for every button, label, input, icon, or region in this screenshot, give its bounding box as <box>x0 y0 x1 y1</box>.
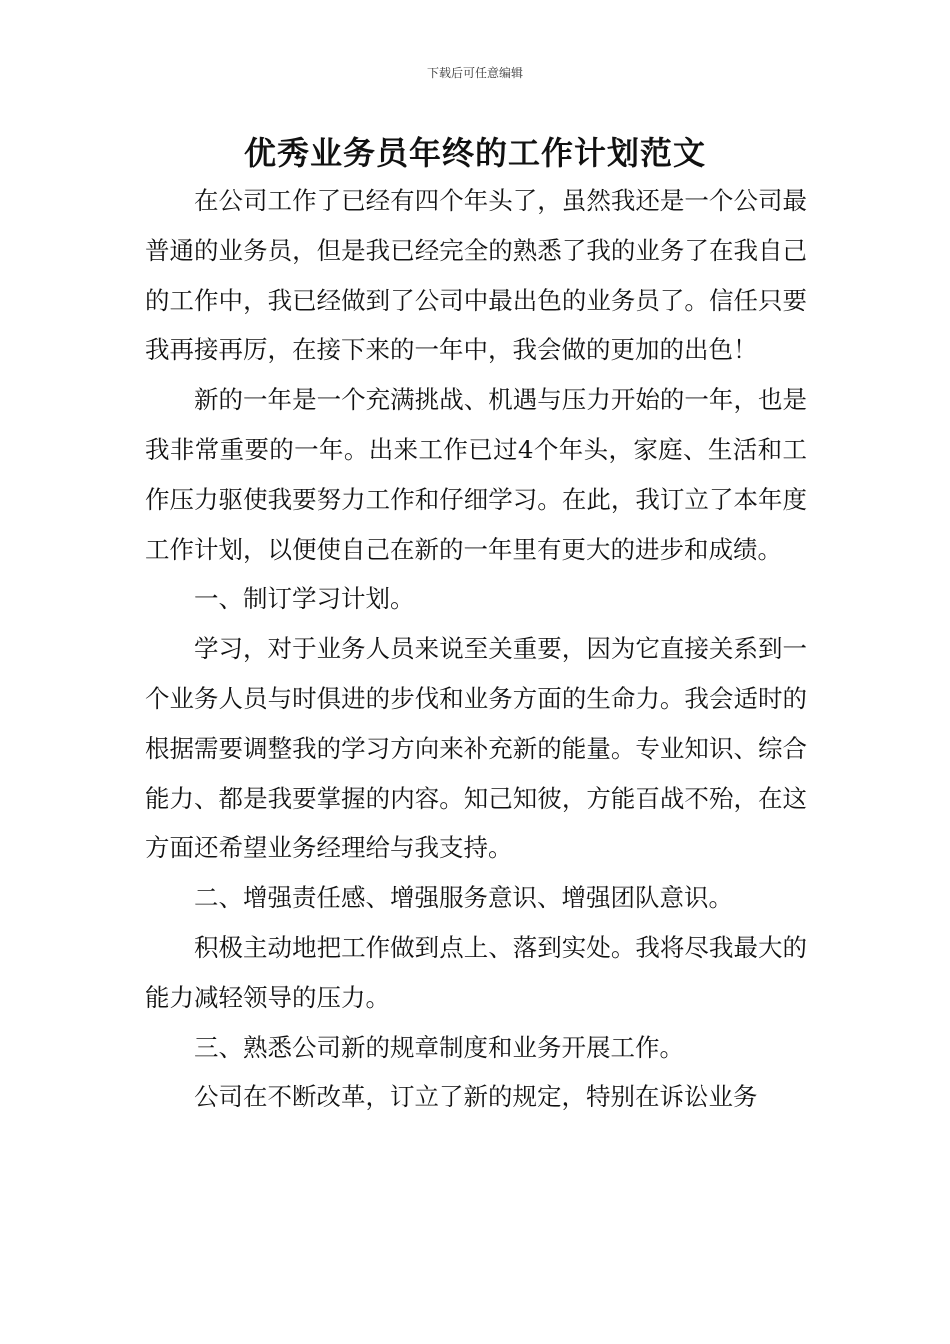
section-heading-2: 二、增强责任感、增强服务意识、增强团队意识。 <box>194 883 733 913</box>
paragraph-learning: 学习，对于业务人员来说至关重要，因为它直接关系到一个业务人员与时俱进的步伐和业务方面的生命力。我会适时的根据需要调整我的学习方向来补充新的能量。专业知识、综合能力、都是我要掌握的内容。知己知彼，方能百战不殆，在这方面还希望业务经理给与我支持。 <box>145 634 807 863</box>
section-heading-3: 三、熟悉公司新的规章制度和业务开展工作。 <box>194 1032 684 1062</box>
section-heading-1: 一、制订学习计划。 <box>194 584 415 614</box>
paragraph-responsibility: 积极主动地把工作做到点上、落到实处。我将尽我最大的能力减轻领导的压力。 <box>145 932 807 1012</box>
header-note: 下载后可任意编辑 <box>426 66 523 80</box>
paragraph-new-year: 新的一年是一个充满挑战、机遇与压力开始的一年，也是我非常重要的一年。出来工作已过4个年头，家庭、生活和工作压力驱使我要努力工作和仔细学习。在此，我订立了本年度工作计划，以便使自己在新的一年里有更大的进步和成绩。 <box>145 385 807 564</box>
paragraph-intro: 在公司工作了已经有四个年头了，虽然我还是一个公司最普通的业务员，但是我已经完全的熟悉了我的业务了在我自己的工作中，我已经做到了公司中最出色的业务员了。信任只要我再接再厉，在接下来的一年中，我会做的更加的出色！ <box>145 186 807 365</box>
document-body <box>145 176 807 1122</box>
paragraph-company-reform: 公司在不断改革，订立了新的规定，特别在诉讼业务 <box>194 1082 758 1112</box>
document-title: 优秀业务员年终的工作计划范文 <box>243 134 706 172</box>
